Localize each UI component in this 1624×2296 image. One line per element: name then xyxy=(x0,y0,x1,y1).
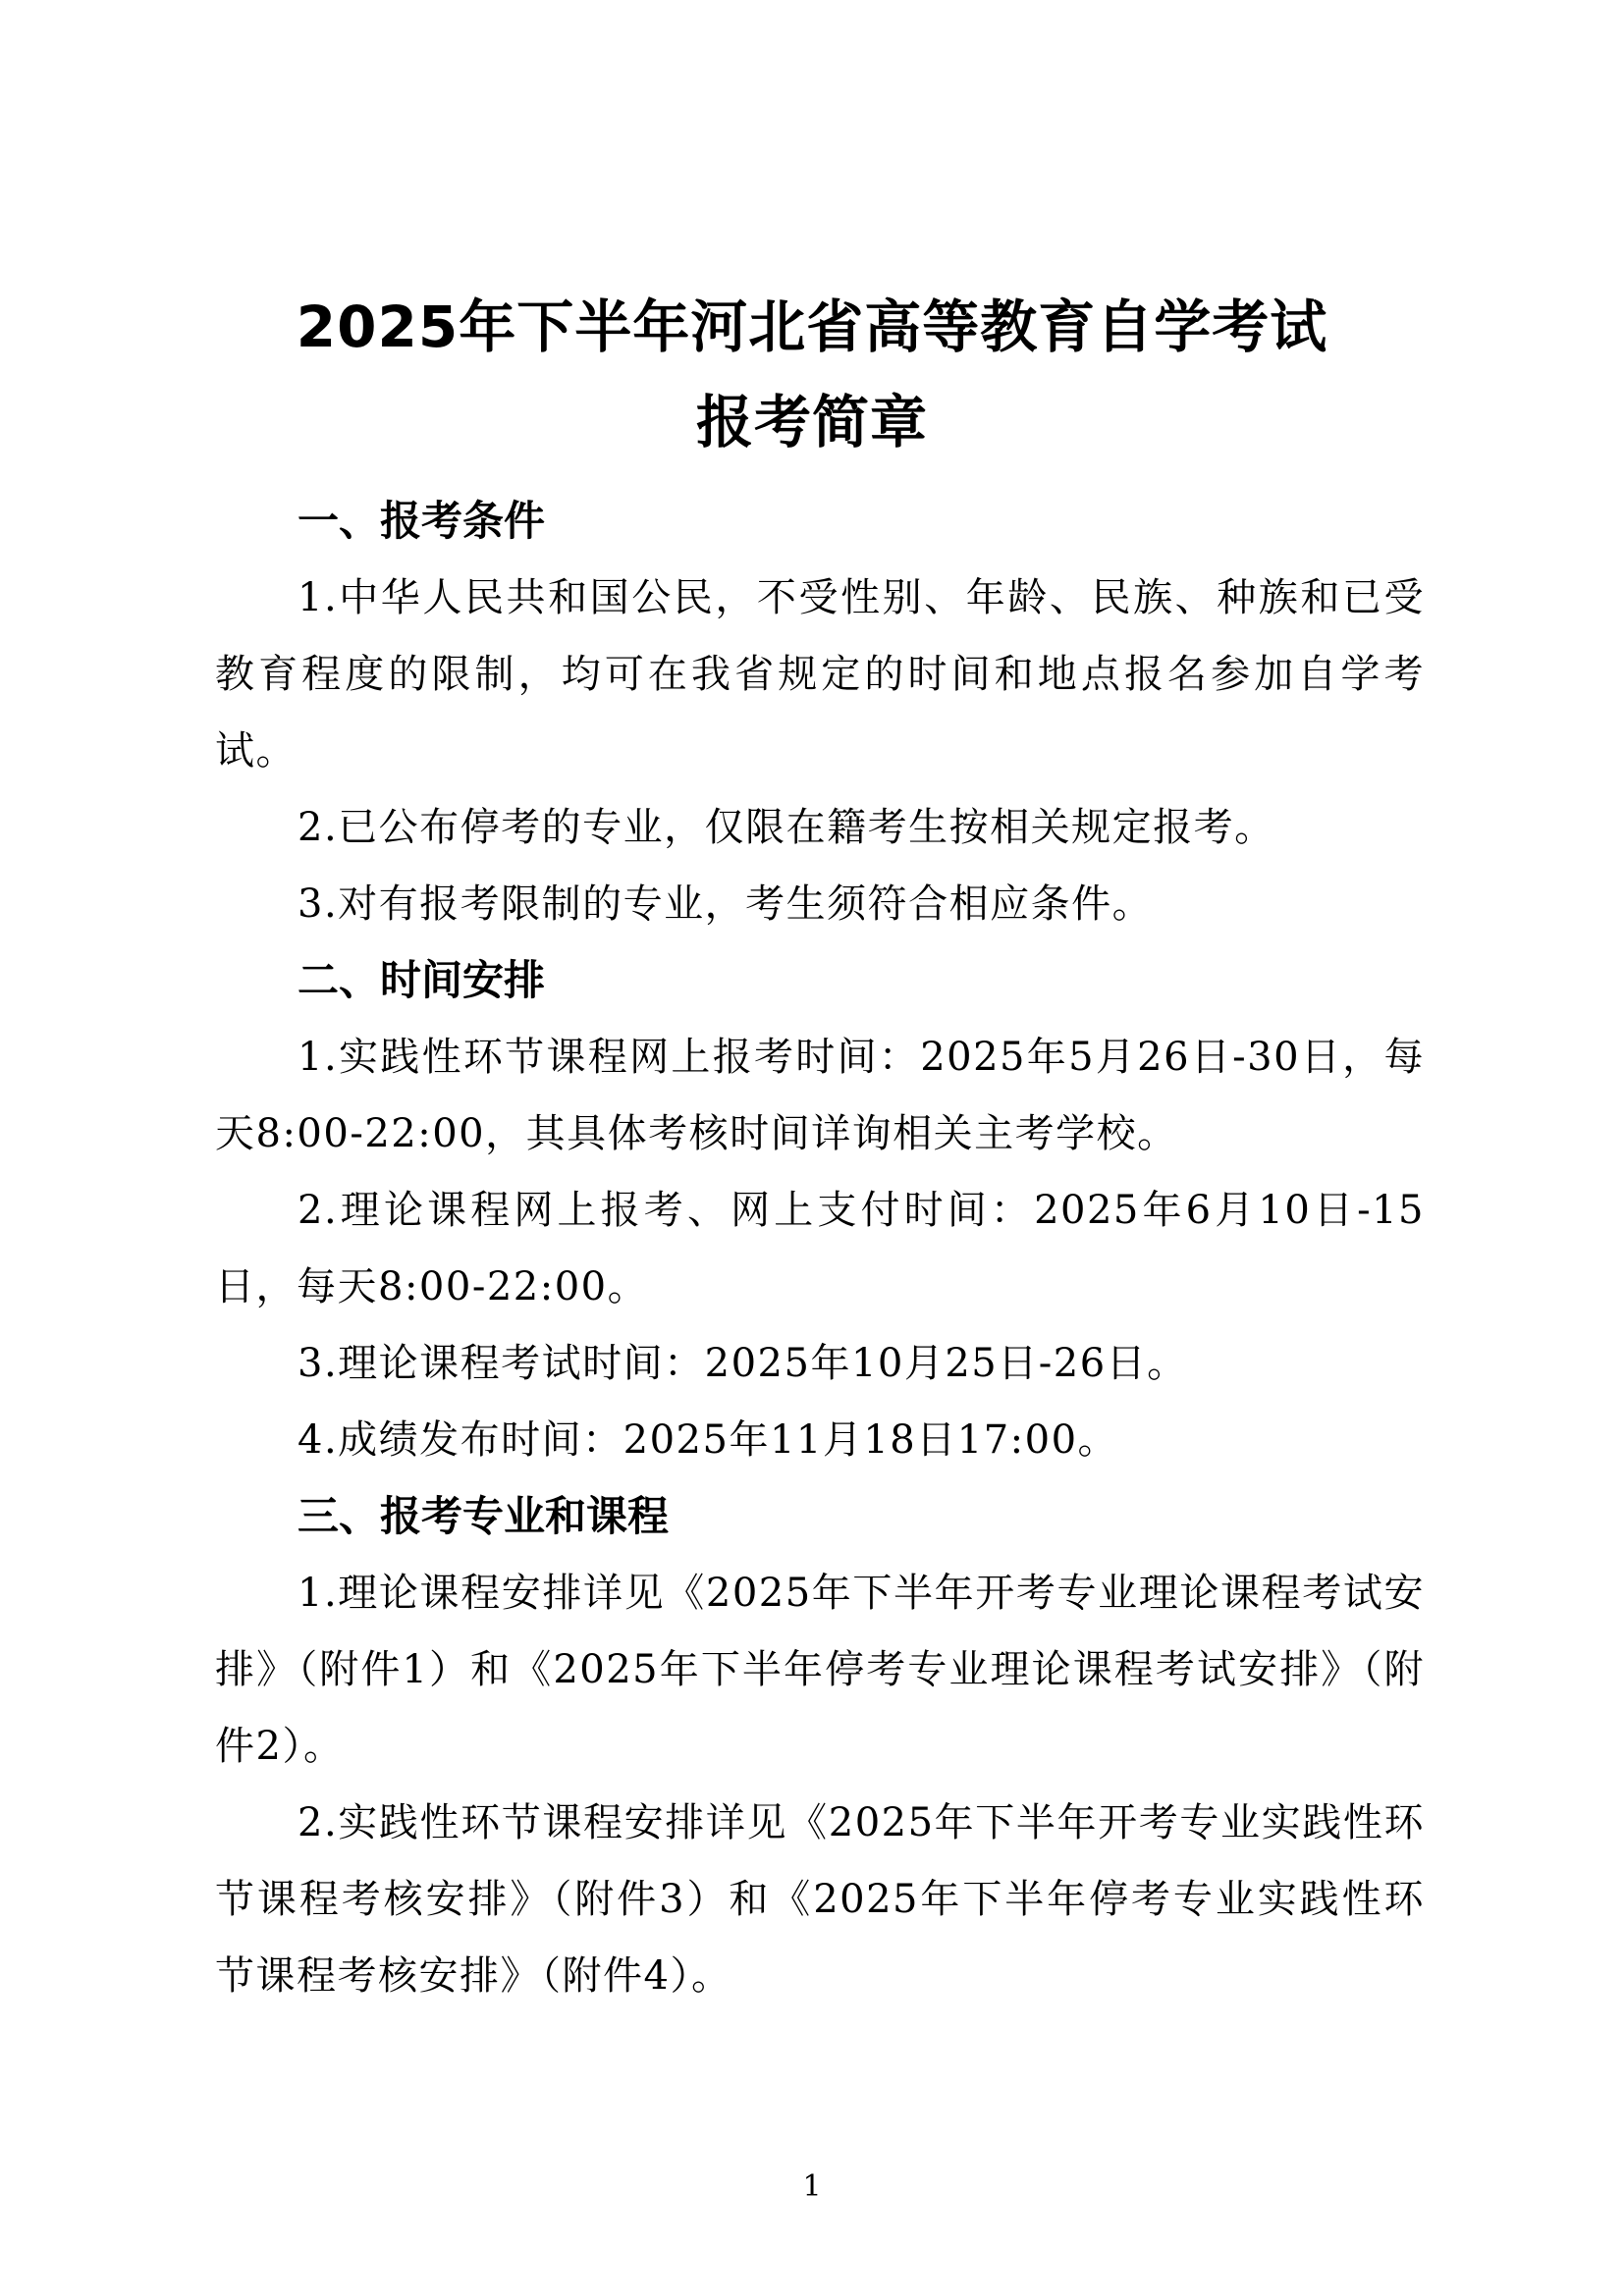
section-heading: 二、时间安排 xyxy=(298,956,546,1004)
document-subtitle: 报考简章 xyxy=(695,389,928,455)
paragraph: 1.中华人民共和国公民，不受性别、年龄、民族、种族和已受教育程度的限制，均可在我省规定的时间和地点报名参加自学考试。 xyxy=(215,575,1425,774)
section-heading: 三、报考专业和课程 xyxy=(298,1492,670,1540)
paragraph: 1.理论课程安排详见《2025年下半年开考专业理论课程考试安排》（附件1）和《2025年下半年停考专业理论课程考试安排》（附件2）。 xyxy=(215,1571,1425,1769)
paragraph: 3.理论课程考试时间：2025年10月25日-26日。 xyxy=(298,1341,1188,1386)
section-heading: 一、报考条件 xyxy=(298,497,546,545)
page-number: 1 xyxy=(802,2169,822,2204)
paragraph: 4.成绩发布时间：2025年11月18日17:00。 xyxy=(298,1417,1119,1463)
section-majors-courses xyxy=(215,1478,1425,2014)
document-title: 2025年下半年河北省高等教育自学考试 xyxy=(296,294,1328,360)
section-schedule xyxy=(215,942,1425,1478)
paragraph: 2.已公布停考的专业，仅限在籍考生按相关规定报考。 xyxy=(298,805,1275,850)
paragraph: 1.实践性环节课程网上报考时间：2025年5月26日-30日，每天8:00-22:00，其具体考核时间详询相关主考学校。 xyxy=(215,1035,1425,1156)
document-body xyxy=(215,483,1425,2014)
paragraph: 3.对有报考限制的专业，考生须符合相应条件。 xyxy=(298,881,1154,927)
paragraph: 2.理论课程网上报考、网上支付时间：2025年6月10日-15日，每天8:00-22:00。 xyxy=(215,1188,1425,1309)
section-eligibility xyxy=(215,483,1425,942)
paragraph: 2.实践性环节课程安排详见《2025年下半年开考专业实践性环节课程考核安排》（附件3）和《2025年下半年停考专业实践性环节课程考核安排》（附件4）。 xyxy=(215,1800,1425,1999)
